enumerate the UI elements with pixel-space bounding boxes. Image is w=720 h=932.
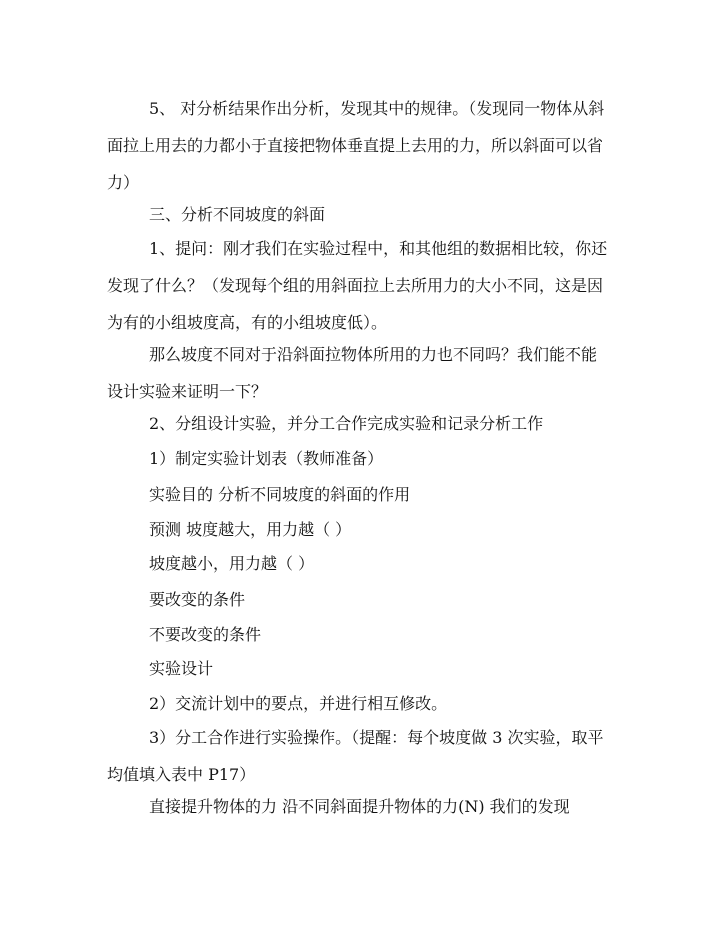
experiment-design: 实验设计: [149, 659, 214, 678]
step-exchange-plan: 2）交流计划中的要点，并进行相互修改。: [149, 694, 448, 713]
experiment-purpose: 实验目的 分析不同坡度的斜面的作用: [149, 485, 411, 504]
paragraph-slope-question: 那么坡度不同对于沿斜面拉物体所用的力也不同吗？我们能不能设计实验来证明一下？: [107, 345, 598, 401]
prediction-small-slope: 坡度越小，用力越（ ）: [149, 554, 315, 573]
step-group-design: 2、分组设计实验，并分工合作完成实验和记录分析工作: [149, 414, 544, 433]
paragraph-analysis-result: 5、 对分析结果作出分析，发现其中的规律。（发现同一物体从斜面拉上用去的力都小于直接把物体垂直提上去用的力，所以斜面可以省力）: [107, 99, 605, 192]
step-plan-table: 1）制定实验计划表（教师准备）: [149, 449, 384, 468]
section-heading-slope: 三、分析不同坡度的斜面: [149, 205, 326, 224]
paragraph-experiment-operation: 3）分工合作进行实验操作。（提醒：每个坡度做 3 次实验，取平均值填入表中 P17）: [107, 728, 604, 784]
prediction-large-slope: 预测 坡度越大，用力越（ ）: [149, 520, 352, 539]
condition-to-change: 要改变的条件: [149, 590, 246, 609]
paragraph-question: 1、提问：刚才我们在实验过程中，和其他组的数据相比较，你还发现了什么？（发现每个组的用斜面拉上去所用力的大小不同，这是因为有的小组坡度高，有的小组坡度低）。: [107, 239, 608, 332]
table-header-row: 直接提升物体的力 沿不同斜面提升物体的力(N) 我们的发现: [149, 797, 570, 816]
condition-not-change: 不要改变的条件: [149, 625, 262, 644]
